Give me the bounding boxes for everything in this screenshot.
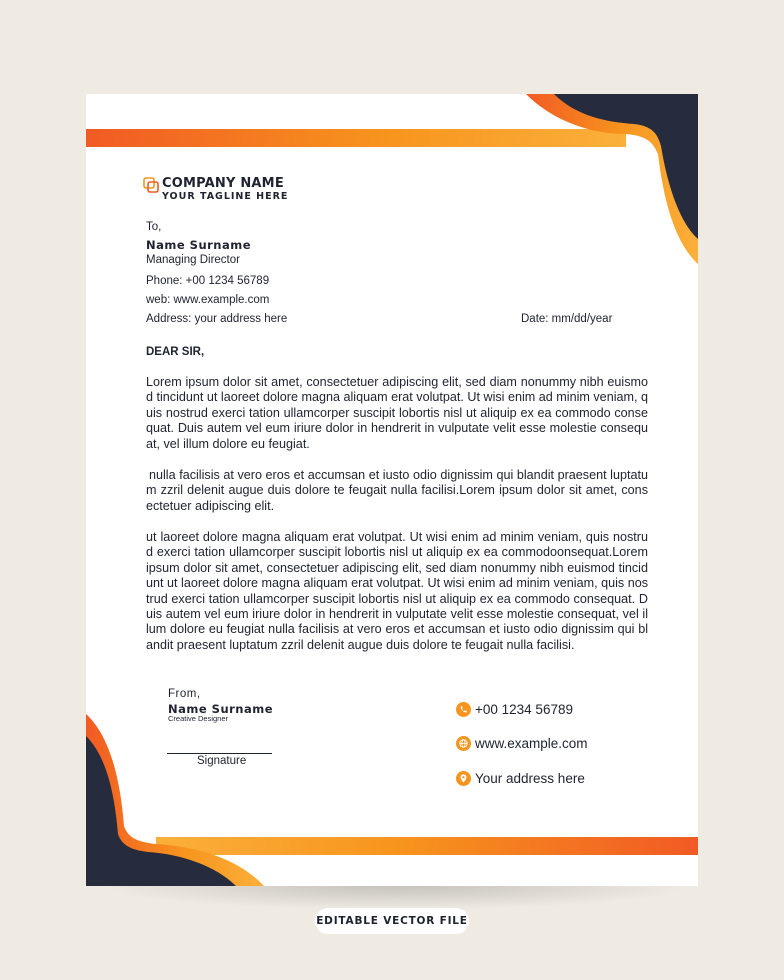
contact-address bbox=[456, 769, 585, 787]
company-tagline: YOUR TAGLINE HERE bbox=[162, 191, 289, 202]
sender-title: Creative Designer bbox=[168, 714, 229, 723]
top-accent-bar bbox=[86, 129, 626, 147]
recipient-web: web: www.example.com bbox=[146, 294, 270, 306]
body-paragraph-3: ut laoreet dolore magna aliquam erat volutpat. Ut wisi enim ad minim veniam, quis nostrud exerci tation ullamcorper suscipit lobortis nisl ut aliquip ex ea commodoonsequat.Lorem ipsum dolor sit amet, consectetuer adipiscing elit, sed diam nonummy nibh euismod tincidunt ut laoreet dolore magna aliquam erat volutpat. Ut wisi enim ad minim veniam, quis nostrud exerci tation ullamcorper suscipit lobortis nisl ut aliquip ex ea commodo consequat. Duis autem vel eum iriure dolor in hendrerit in vulputate velit esse molestie consequat, vel illum dolore eu feugiat nulla facilisis at vero eros et accumsan et iusto odio dignissim qui blandit praesent luptatum zzril delenit augue duis dolore te feugait nulla facilisi. bbox=[146, 530, 648, 652]
recipient-title: Managing Director bbox=[146, 254, 240, 266]
recipient-phone: Phone: +00 1234 56789 bbox=[146, 275, 270, 287]
letterhead-page bbox=[86, 94, 698, 886]
body-paragraph-2: nulla facilisis at vero eros et accumsan et iusto odio dignissim qui blandit praesent luptatum zzril delenit augue duis dolore te feugait nulla facilisi.Lorem ipsum dolor sit amet, cons ectetuer adipiscing elit. bbox=[146, 468, 648, 513]
phone-icon bbox=[456, 702, 471, 717]
bottom-accent-bar bbox=[156, 837, 698, 855]
recipient-name: Name Surname bbox=[146, 238, 252, 252]
contact-phone-text: +00 1234 56789 bbox=[475, 701, 573, 717]
contact-web-text: www.example.com bbox=[475, 735, 588, 751]
signature-line bbox=[167, 753, 272, 754]
editable-vector-badge: EDITABLE VECTOR FILE bbox=[315, 908, 469, 934]
contact-address-text: Your address here bbox=[475, 770, 585, 786]
sender-name: Name Surname bbox=[168, 702, 274, 716]
recipient-address: Address: your address here bbox=[146, 313, 288, 325]
location-pin-icon bbox=[456, 771, 471, 786]
body-paragraph-1: Lorem ipsum dolor sit amet, consectetuer adipiscing elit, sed diam nonummy nibh euismod tincidunt ut laoreet dolore magna aliquam erat volutpat. Ut wisi enim ad minim veniam, quis nostrud exerci tation ullamcorper suscipit lobortis nisl ut aliquip ex ea commodo consequat. Duis autem vel eum iriure dolor in hendrerit in vulputate velit esse molestie consequat, vel illum dolore eu feugiat. bbox=[146, 375, 648, 451]
from-label: From, bbox=[168, 688, 201, 700]
salutation: DEAR SIR, bbox=[146, 346, 205, 358]
contact-web bbox=[456, 734, 588, 752]
globe-icon bbox=[456, 736, 471, 751]
company-name: COMPANY NAME bbox=[162, 176, 284, 191]
to-label: To, bbox=[146, 221, 162, 233]
contact-phone bbox=[456, 700, 573, 718]
signature-label: Signature bbox=[197, 755, 247, 767]
company-logo-icon bbox=[143, 177, 159, 193]
letter-date: Date: mm/dd/year bbox=[521, 313, 613, 325]
